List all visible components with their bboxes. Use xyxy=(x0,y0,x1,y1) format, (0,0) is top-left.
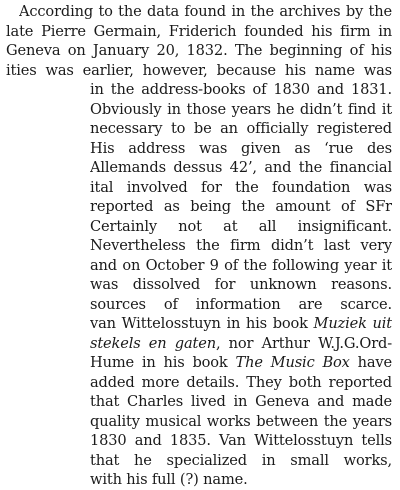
book-title-muziek: Muziek uit xyxy=(313,315,392,332)
text-line xyxy=(90,314,392,334)
text-line: Certainly not at all insignificant. xyxy=(90,217,392,235)
text-line: sources of information are scarce. xyxy=(90,295,392,313)
text-line: that he specialized in small works, xyxy=(90,451,392,469)
text-line: 1830 and 1835. Van Wittelosstuyn tells xyxy=(90,432,392,449)
text-line: His address was given as ‘rue des xyxy=(90,139,392,157)
text-line: Obviously in those years he didn’t find it xyxy=(90,100,392,118)
text-line: According to the data found in the archives by the xyxy=(19,3,392,20)
text-line: with his full (?) name. xyxy=(90,471,248,488)
text-line: added more details. They both reported xyxy=(90,373,392,391)
text-line-plain: van Wittelosstuyn in his book xyxy=(90,315,314,332)
text-line: was dissolved for unknown reasons. xyxy=(90,276,392,293)
text-line: ities was earlier, however, because his name was xyxy=(6,61,392,79)
book-title-muziek-cont: stekels en gaten xyxy=(90,334,216,352)
text-line: late Pierre Germain, Friderich founded his firm in xyxy=(6,22,392,40)
text-line: reported as being the amount of SFr xyxy=(90,198,392,215)
text-line: necessary to be an officially registered xyxy=(90,120,392,137)
text-line-plain: have xyxy=(349,354,392,371)
text-line: that Charles lived in Geneva and made xyxy=(90,393,392,410)
text-line: Allemands dessus 42’, and the financial xyxy=(90,159,392,176)
body-paragraph xyxy=(6,2,392,490)
book-title-music-box: The Music Box xyxy=(235,354,350,371)
text-line: quality musical works between the years xyxy=(90,412,392,430)
text-line: ital involved for the foundation was xyxy=(90,178,392,196)
text-line: in the address-books of 1830 and 1831. xyxy=(90,81,392,98)
text-line xyxy=(90,334,392,354)
text-line-plain: Hume in his book xyxy=(90,354,236,371)
text-line-plain: , nor Arthur W.J.G.Ord- xyxy=(215,334,392,352)
text-line: and on October 9 of the following year it xyxy=(90,256,392,274)
text-line: Nevertheless the firm didn’t last very xyxy=(90,237,392,254)
text-line xyxy=(90,353,392,373)
text-line: Geneva on January 20, 1832. The beginning of his xyxy=(6,42,392,59)
